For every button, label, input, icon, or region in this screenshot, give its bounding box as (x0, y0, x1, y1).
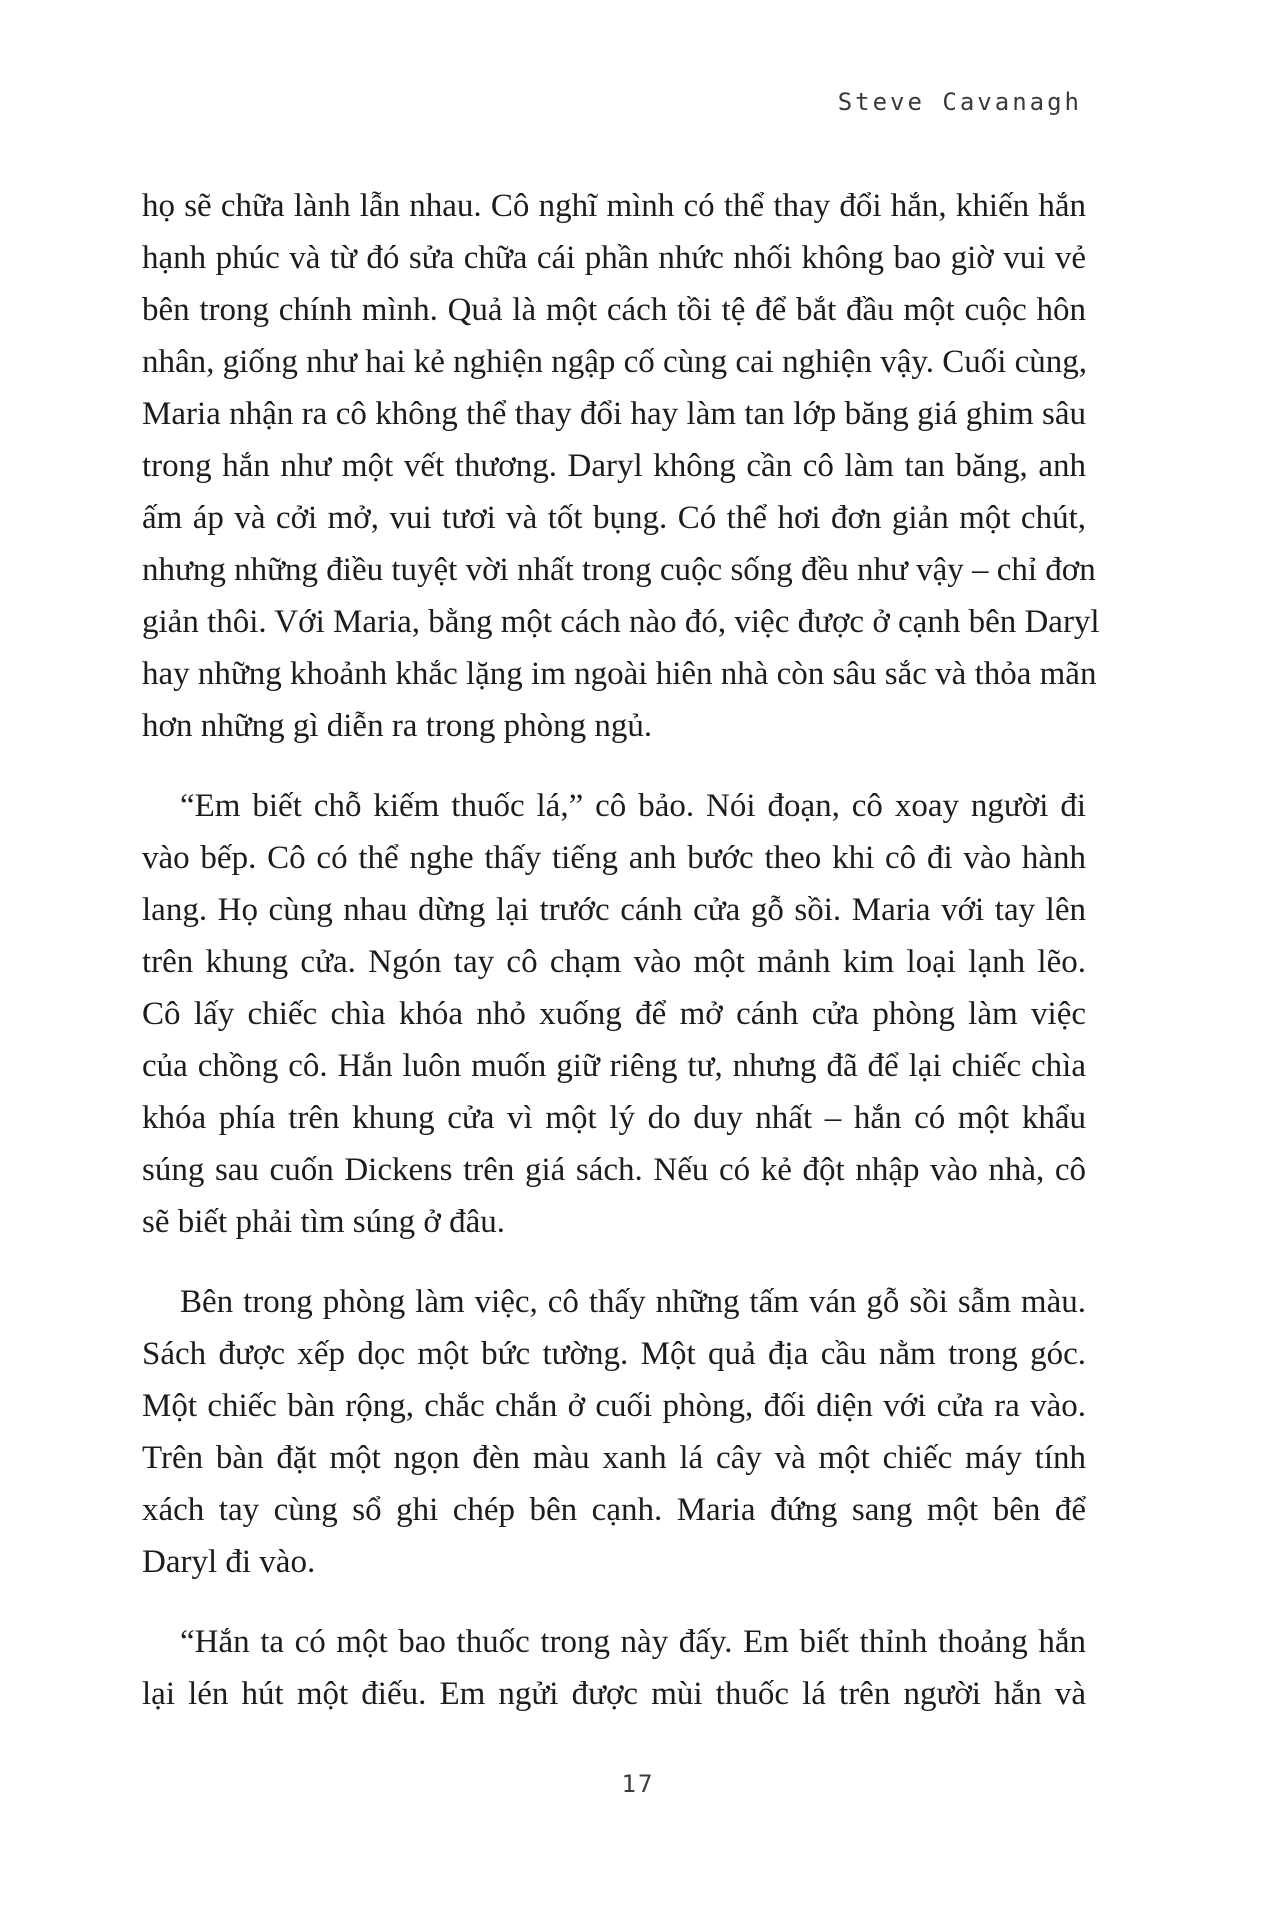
text-line: của chồng cô. Hắn luôn muốn giữ riêng tư, nhưng đã để lại chiếc chìa (142, 1048, 1086, 1084)
text-line: súng sau cuốn Dickens trên giá sách. Nếu có kẻ đột nhập vào nhà, cô (142, 1152, 1086, 1188)
text-line: nhưng những điều tuyệt vời nhất trong cuộc sống đều như vậy – chỉ đơn (142, 552, 1096, 588)
text-line: Daryl đi vào. (142, 1544, 316, 1580)
text-line: “Em biết chỗ kiếm thuốc lá,” cô bảo. Nói đoạn, cô xoay người đi (180, 788, 1086, 824)
text-line: xách tay cùng sổ ghi chép bên cạnh. Maria đứng sang một bên để (142, 1492, 1086, 1528)
paragraph-1 (142, 180, 1100, 752)
page-body-text (142, 180, 1100, 1748)
page-number: 17 (621, 1770, 655, 1798)
text-line: khóa phía trên khung cửa vì một lý do duy nhất – hắn có một khẩu (142, 1100, 1086, 1136)
text-line: hạnh phúc và từ đó sửa chữa cái phần nhức nhối không bao giờ vui vẻ (142, 240, 1086, 276)
text-line: hơn những gì diễn ra trong phòng ngủ. (142, 708, 653, 744)
text-line: Trên bàn đặt một ngọn đèn màu xanh lá cây và một chiếc máy tính (142, 1440, 1086, 1476)
text-line: lại lén hút một điếu. Em ngửi được mùi thuốc lá trên người hắn và (142, 1676, 1086, 1712)
text-line: vào bếp. Cô có thể nghe thấy tiếng anh bước theo khi cô đi vào hành (142, 840, 1086, 876)
text-line: Maria nhận ra cô không thể thay đổi hay làm tan lớp băng giá ghim sâu (142, 396, 1086, 432)
text-line: “Hắn ta có một bao thuốc trong này đấy. Em biết thỉnh thoảng hắn (180, 1624, 1086, 1660)
text-line: Bên trong phòng làm việc, cô thấy những tấm ván gỗ sồi sẫm màu. (180, 1284, 1086, 1320)
text-line: lang. Họ cùng nhau dừng lại trước cánh cửa gỗ sồi. Maria với tay lên (142, 892, 1086, 928)
text-line: giản thôi. Với Maria, bằng một cách nào đó, việc được ở cạnh bên Daryl (142, 604, 1100, 640)
paragraph-4 (142, 1616, 1086, 1720)
text-line: trên khung cửa. Ngón tay cô chạm vào một mảnh kim loại lạnh lẽo. (142, 944, 1086, 980)
text-line: nhân, giống như hai kẻ nghiện ngập cố cùng cai nghiện vậy. Cuối cùng, (142, 344, 1088, 380)
paragraph-3 (142, 1276, 1086, 1588)
text-line: Một chiếc bàn rộng, chắc chắn ở cuối phòng, đối diện với cửa ra vào. (142, 1388, 1086, 1424)
text-line: sẽ biết phải tìm súng ở đâu. (142, 1204, 505, 1240)
text-line: hay những khoảnh khắc lặng im ngoài hiên nhà còn sâu sắc và thỏa mãn (142, 656, 1097, 692)
text-line: Cô lấy chiếc chìa khóa nhỏ xuống để mở cánh cửa phòng làm việc (142, 996, 1086, 1032)
text-line: Sách được xếp dọc một bức tường. Một quả địa cầu nằm trong góc. (142, 1336, 1086, 1372)
text-line: ấm áp và cởi mở, vui tươi và tốt bụng. Có thể hơi đơn giản một chút, (142, 500, 1086, 536)
text-line: trong hắn như một vết thương. Daryl không cần cô làm tan băng, anh (142, 448, 1086, 484)
text-line: bên trong chính mình. Quả là một cách tồi tệ để bắt đầu một cuộc hôn (142, 292, 1086, 328)
running-header-author: Steve Cavanagh (837, 88, 1082, 116)
paragraph-2 (142, 780, 1086, 1248)
text-line: họ sẽ chữa lành lẫn nhau. Cô nghĩ mình có thể thay đổi hắn, khiến hắn (142, 188, 1086, 224)
